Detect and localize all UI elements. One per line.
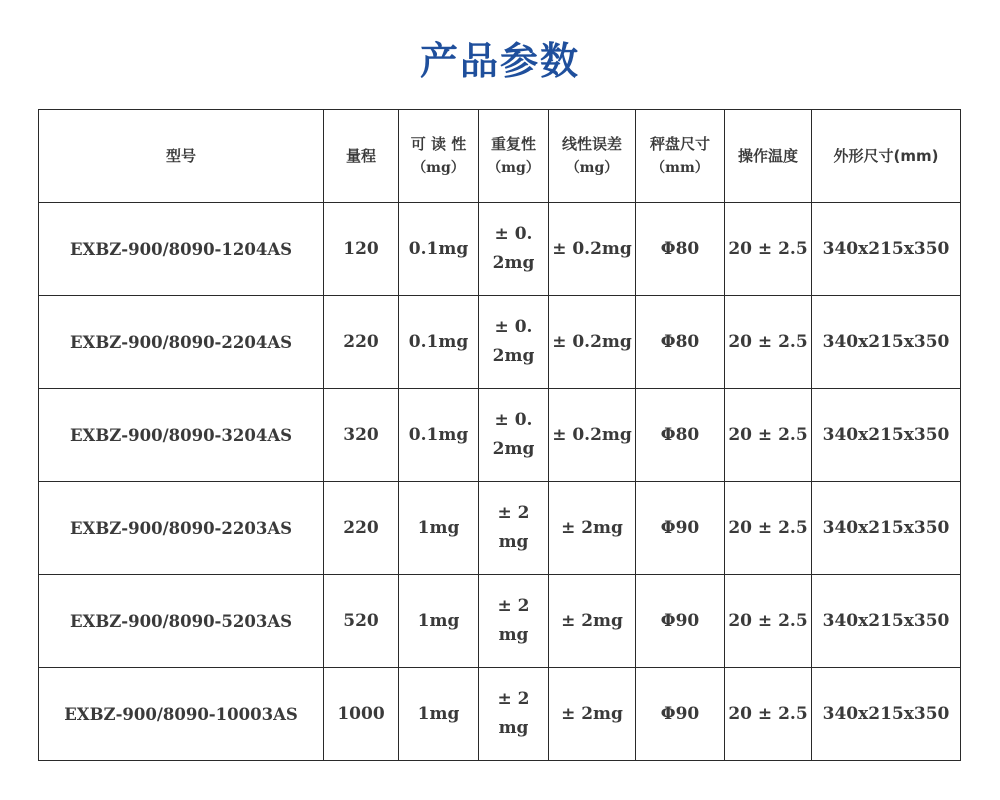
table-row [39, 389, 961, 482]
cell-repeatability: ± 2mg [479, 575, 549, 668]
cell-repeatability: ± 0.2mg [479, 296, 549, 389]
header-readability: 可 读 性 （mg） [399, 110, 479, 203]
header-model: 型号 [39, 110, 324, 203]
cell-readability: 0.1mg [399, 203, 479, 296]
cell-repeatability: ± 0.2mg [479, 389, 549, 482]
cell-linearity: ± 2mg [549, 575, 636, 668]
cell-readability: 1mg [399, 575, 479, 668]
cell-dimensions: 340x215x350 [812, 575, 961, 668]
header-readability-unit: （mg） [412, 160, 465, 176]
header-capacity: 量程 [324, 110, 399, 203]
header-dimensions: 外形尺寸(mm) [812, 110, 961, 203]
table-row [39, 575, 961, 668]
header-operating-temp: 操作温度 [725, 110, 812, 203]
cell-dimensions: 340x215x350 [812, 482, 961, 575]
table-row [39, 482, 961, 575]
cell-operating-temp: 20 ± 2.5 [725, 203, 812, 296]
cell-dimensions: 340x215x350 [812, 389, 961, 482]
cell-capacity: 320 [324, 389, 399, 482]
cell-dimensions: 340x215x350 [812, 203, 961, 296]
cell-readability: 1mg [399, 668, 479, 761]
cell-pan-size: Φ80 [636, 203, 725, 296]
header-repeatability-unit: （mg） [487, 160, 540, 176]
header-repeatability: 重复性 （mg） [479, 110, 549, 203]
cell-readability: 0.1mg [399, 296, 479, 389]
cell-model: EXBZ-900/8090-10003AS [39, 668, 324, 761]
cell-capacity: 520 [324, 575, 399, 668]
header-pan-size: 秤盘尺寸 （mm） [636, 110, 725, 203]
cell-repeatability: ± 2mg [479, 668, 549, 761]
header-linearity-unit: （mg） [565, 160, 619, 176]
cell-capacity: 220 [324, 482, 399, 575]
cell-pan-size: Φ90 [636, 668, 725, 761]
cell-pan-size: Φ90 [636, 575, 725, 668]
cell-operating-temp: 20 ± 2.5 [725, 668, 812, 761]
cell-repeatability: ± 2mg [479, 482, 549, 575]
cell-pan-size: Φ90 [636, 482, 725, 575]
table-row [39, 668, 961, 761]
header-linearity: 线性误差 （mg） [549, 110, 636, 203]
cell-model: EXBZ-900/8090-3204AS [39, 389, 324, 482]
cell-operating-temp: 20 ± 2.5 [725, 296, 812, 389]
cell-linearity: ± 0.2mg [549, 389, 636, 482]
header-row [39, 110, 961, 203]
cell-operating-temp: 20 ± 2.5 [725, 389, 812, 482]
cell-linearity: ± 2mg [549, 482, 636, 575]
cell-capacity: 1000 [324, 668, 399, 761]
cell-readability: 0.1mg [399, 389, 479, 482]
cell-dimensions: 340x215x350 [812, 668, 961, 761]
cell-model: EXBZ-900/8090-2204AS [39, 296, 324, 389]
cell-repeatability: ± 0.2mg [479, 203, 549, 296]
cell-linearity: ± 0.2mg [549, 203, 636, 296]
cell-operating-temp: 20 ± 2.5 [725, 575, 812, 668]
cell-pan-size: Φ80 [636, 296, 725, 389]
cell-pan-size: Φ80 [636, 389, 725, 482]
cell-model: EXBZ-900/8090-1204AS [39, 203, 324, 296]
cell-dimensions: 340x215x350 [812, 296, 961, 389]
spec-table [38, 109, 961, 761]
cell-readability: 1mg [399, 482, 479, 575]
header-pan-size-unit: （mm） [651, 160, 709, 176]
cell-capacity: 220 [324, 296, 399, 389]
page-title: 产品参数 [419, 39, 580, 83]
cell-model: EXBZ-900/8090-2203AS [39, 482, 324, 575]
table-row [39, 296, 961, 389]
table-row [39, 203, 961, 296]
cell-linearity: ± 0.2mg [549, 296, 636, 389]
cell-linearity: ± 2mg [549, 668, 636, 761]
cell-capacity: 120 [324, 203, 399, 296]
cell-operating-temp: 20 ± 2.5 [725, 482, 812, 575]
cell-model: EXBZ-900/8090-5203AS [39, 575, 324, 668]
